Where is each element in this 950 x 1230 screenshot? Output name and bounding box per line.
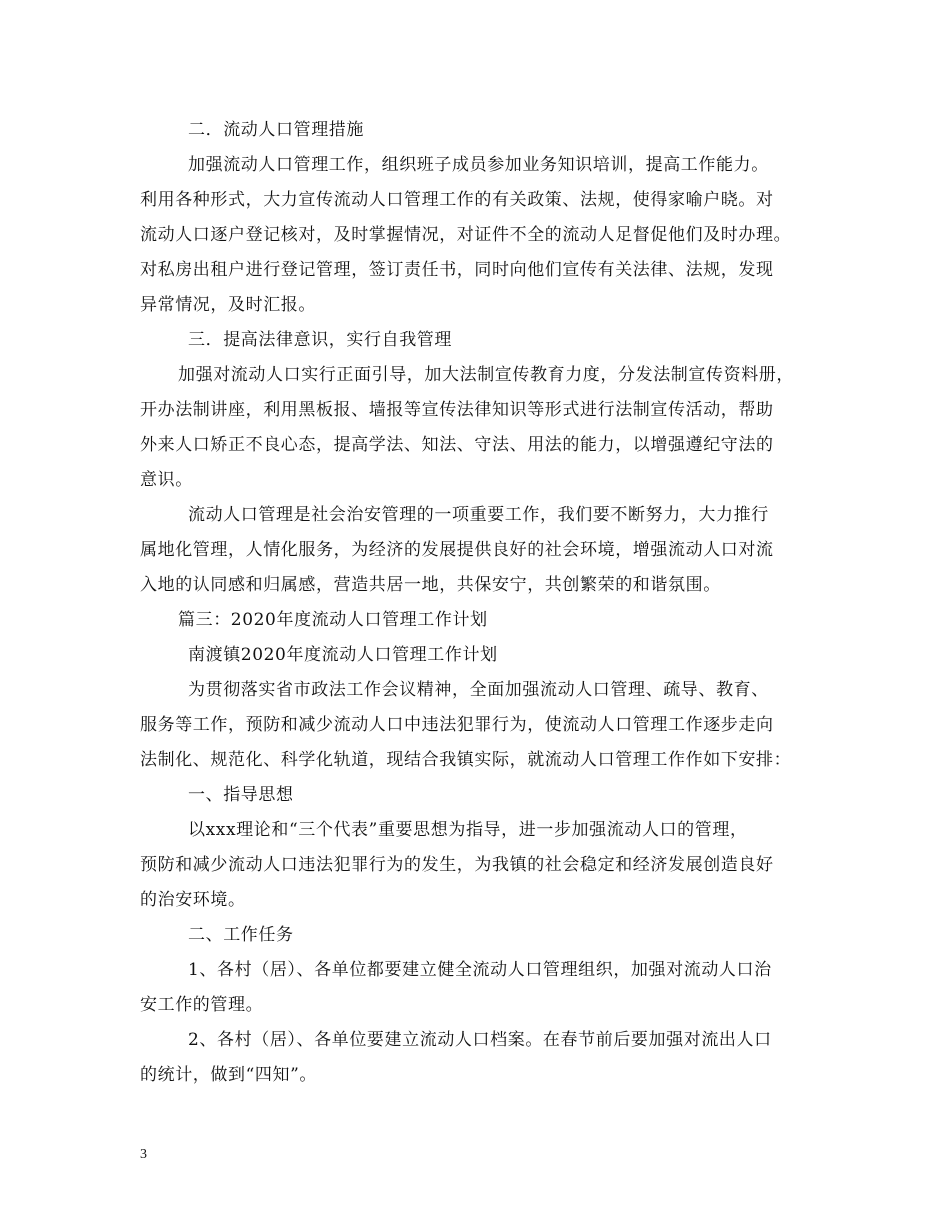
chapter-heading: 篇三：2020年度流动人口管理工作计划: [178, 610, 488, 630]
section-heading: 三．提高法律意识，实行自我管理: [188, 330, 452, 350]
paragraph-line: 法制化、规范化、科学化轨道，现结合我镇实际，就流动人口管理工作作如下安排：: [140, 750, 792, 770]
document-body: [140, 113, 820, 1093]
paragraph-line: 异常情况，及时汇报。: [140, 295, 316, 315]
paragraph-line: 2、各村（居）、各单位要建立流动人口档案。在春节前后要加强对流出人口: [188, 1030, 772, 1050]
paragraph-line: 安工作的管理。: [140, 995, 264, 1015]
paragraph-line: 流动人口逐户登记核对，及时掌握情况，对证件不全的流动人足督促他们及时办理。: [140, 225, 792, 245]
paragraph-line: 加强流动人口管理工作，组织班子成员参加业务知识培训，提高工作能力。: [188, 155, 769, 175]
paragraph-line: 加强对流动人口实行正面引导，加大法制宣传教育力度，分发法制宣传资料册，: [178, 365, 794, 385]
paragraph-line: 外来人口矫正不良心态，提高学法、知法、守法、用法的能力，以增强遵纪守法的: [140, 435, 774, 455]
section-heading: 二．流动人口管理措施: [188, 120, 364, 140]
paragraph-line: 流动人口管理是社会治安管理的一项重要工作，我们要不断努力，大力推行: [188, 505, 769, 525]
paragraph-line: 服务等工作，预防和减少流动人口中违法犯罪行为，使流动人口管理工作逐步走向: [140, 715, 774, 735]
paragraph-line: 的统计，做到“四知”。: [140, 1065, 317, 1085]
paragraph-line: 意识。: [140, 470, 193, 490]
paragraph-line: 属地化管理，人情化服务，为经济的发展提供良好的社会环境，增强流动人口对流: [140, 540, 774, 560]
paragraph-line: 入地的认同感和归属感，营造共居一地，共保安宁，共创繁荣的和谐氛围。: [140, 575, 721, 595]
paragraph-line: 对私房出租户进行登记管理，签订责任书，同时向他们宣传有关法律、法规，发现: [140, 260, 774, 280]
document-title: 南渡镇2020年度流动人口管理工作计划: [188, 645, 498, 665]
section-heading: 二、工作任务: [188, 925, 294, 945]
paragraph-line: 利用各种形式，大力宣传流动人口管理工作的有关政策、法规，使得家喻户晓。对: [140, 190, 774, 210]
section-heading: 一、指导思想: [188, 785, 294, 805]
page-number: 3: [140, 1147, 147, 1162]
paragraph-line: 预防和减少流动人口违法犯罪行为的发生，为我镇的社会稳定和经济发展创造良好: [140, 855, 774, 875]
paragraph-line: 为贯彻落实省市政法工作会议精神，全面加强流动人口管理、疏导、教育、: [188, 680, 769, 700]
paragraph-line: 以xxx理论和“三个代表”重要思想为指导，进一步加强流动人口的管理，: [188, 820, 748, 840]
paragraph-line: 开办法制讲座，利用黑板报、墙报等宣传法律知识等形式进行法制宣传活动，帮助: [140, 400, 774, 420]
paragraph-line: 1、各村（居）、各单位都要建立健全流动人口管理组织，加强对流动人口治: [188, 960, 772, 980]
paragraph-line: 的治安环境。: [140, 890, 246, 910]
